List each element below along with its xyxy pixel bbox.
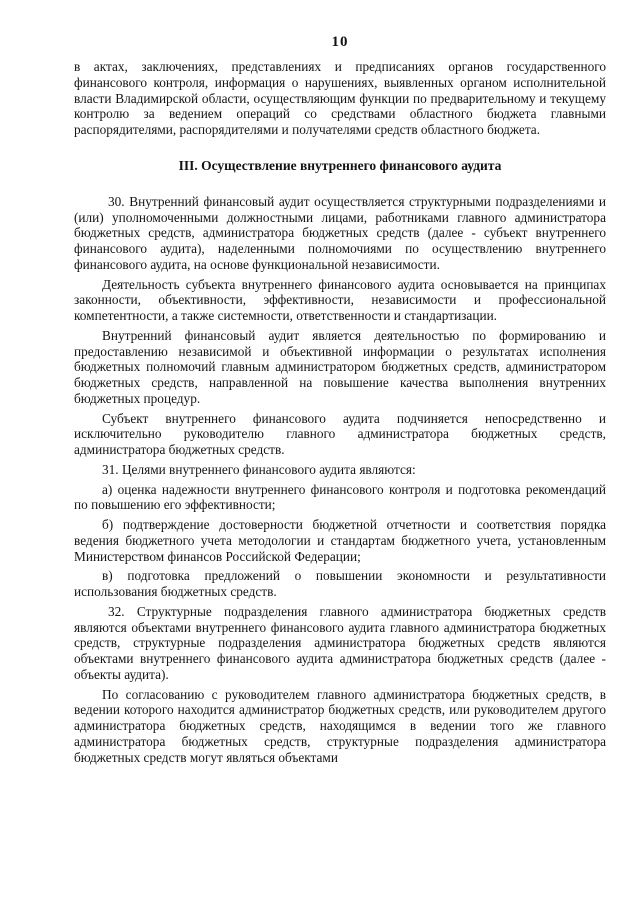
paragraph-agreement: По согласованию с руководителем главного администратора бюджетных средств, в ведении которого находится администратор бюджетных средств, или руководителем другого администратора бюджетных средств, находящимся в ведении того же главного администратора бюджетных средств, структурные подразделения администратора бюджетных средств могут являться объектами <box>74 686 606 765</box>
paragraph-32: 32. Структурные подразделения главного администратора бюджетных средств являются объектами внутреннего финансового аудита главного администратора бюджетных средств, структурные подразделения администратора бюджетных средств являются объектами внутреннего финансового аудита администратора бюджетных средств (далее - объекты аудита). <box>74 603 606 682</box>
intro-paragraph: в актах, заключениях, представлениях и предписаниях органов государственного финансового контроля, информация о нарушениях, выявленных органом исполнительной власти Владимирской области, осуществляющим функции по предварительному и текущему контролю за ведением операций со средствами областного бюджета главными распорядителями, распорядителями и получателями средств областного бюджета. <box>74 59 606 137</box>
paragraph-31-c: в) подготовка предложений о повышении экономности и результативности использования бюджетных средств. <box>74 568 606 599</box>
page-number: 10 <box>331 34 349 50</box>
section-heading: III. Осуществление внутреннего финансового аудита <box>178 157 502 173</box>
paragraph-principles: Деятельность субъекта внутреннего финансового аудита основывается на принципах законности, объективности, эффективности, независимости и профессиональной компетентности, а также системности, ответственности и стандартизации. <box>74 276 606 323</box>
paragraph-30: 30. Внутренний финансовый аудит осуществляется структурными подразделениями и (или) уполномоченными должностными лицами, работниками главного администратора бюджетных средств, администратора бюджетных средств (далее - субъект внутреннего финансового аудита), наделенными полномочиями по осуществлению внутреннего финансового аудита, на основе функциональной независимости. <box>74 193 606 272</box>
paragraph-31-b: б) подтверждение достоверности бюджетной отчетности и соответствия порядка ведения бюджетного учета методологии и стандартам бюджетного учета, установленным Министерством финансов Российской Федерации; <box>74 517 606 564</box>
paragraph-definition: Внутренний финансовый аудит является деятельностью по формированию и предоставлению независимой и объективной информации о результатах исполнения бюджетных полномочий главным администратором бюджетных средств, администратором бюджетных средств, направленной на повышение качества выполнения внутренних бюджетных процедур. <box>74 327 606 406</box>
paragraph-subordination: Субъект внутреннего финансового аудита подчиняется непосредственно и исключительно руководителю главного администратора бюджетных средств, администратора бюджетных средств. <box>74 410 606 457</box>
paragraph-31: 31. Целями внутреннего финансового аудита являются: <box>102 461 416 477</box>
paragraph-31-a: а) оценка надежности внутреннего финансового контроля и подготовка рекомендаций по повышению его эффективности; <box>74 481 606 513</box>
